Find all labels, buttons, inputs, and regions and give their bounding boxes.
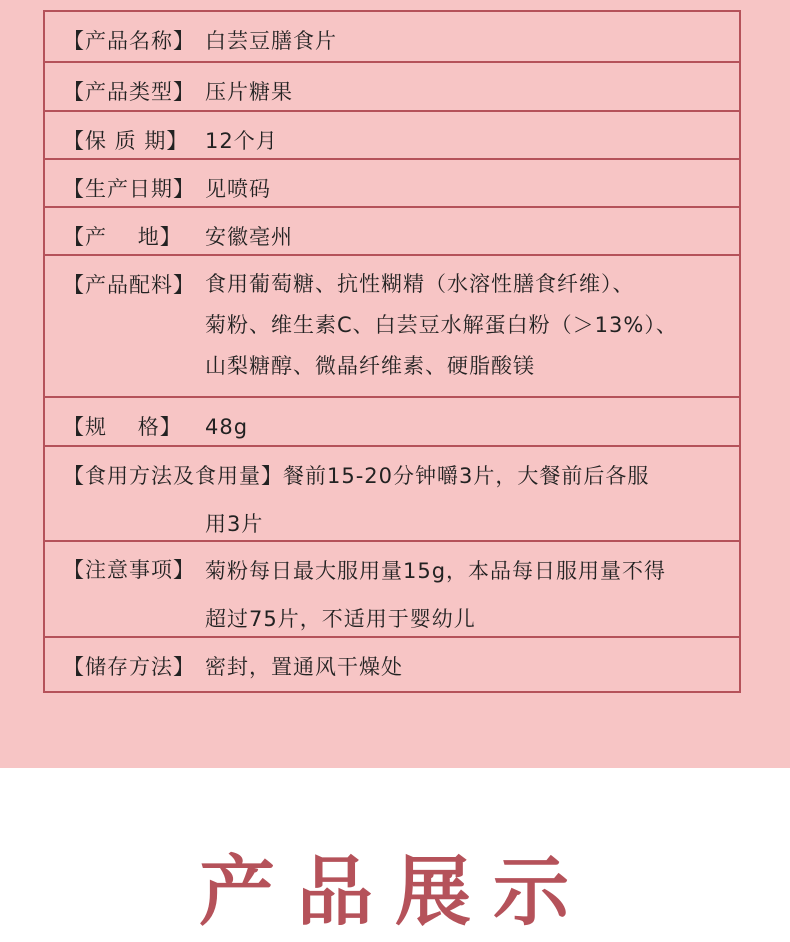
spec-row-production-date [45,160,739,208]
spec-row-origin [45,208,739,256]
spec-value: 压片糖果 [205,80,293,104]
product-spec-table [43,10,741,693]
usage-line: 用3片 [205,512,264,536]
usage-text [63,452,649,548]
spec-row-size [45,398,739,447]
ingredients-line: 食用葡萄糖、抗性糊精（水溶性膳食纤维）、 [205,272,635,296]
spec-row-product-type [45,63,739,112]
ingredients-line: 山梨糖醇、微晶纤维素、硬脂酸镁 [205,354,535,378]
spec-label: 【规 格】 [63,415,182,439]
spec-row-usage [45,447,739,542]
spec-label: 【注意事项】 [63,558,195,582]
spec-value: 48g [205,415,249,439]
spec-value: 白芸豆膳食片 [205,29,337,53]
spec-value: 密封，置通风干燥处 [205,655,403,679]
spec-row-ingredients [45,256,739,398]
ingredients-line: 菊粉、维生素C、白芸豆水解蛋白粉（＞13%）、 [205,313,678,337]
spec-label: 【产品类型】 [63,80,195,104]
spec-label: 【储存方法】 [63,655,195,679]
spec-value [205,264,678,387]
spec-row-shelf-life [45,112,739,160]
spec-label: 【食用方法及食用量】 [63,464,283,488]
usage-line: 餐前15-20分钟嚼3片，大餐前后各服 [283,464,650,488]
section-title: 产品展示 [199,847,591,936]
notes-line: 菊粉每日最大服用量15g，本品每日服用量不得 [205,559,667,583]
spec-value: 12个月 [205,129,278,153]
spec-value: 安徽亳州 [205,225,293,249]
spec-value [205,547,666,643]
notes-line: 超过75片，不适用于婴幼儿 [205,607,476,631]
spec-label: 【产 地】 [63,225,182,249]
spec-row-product-name [45,12,739,63]
spec-label: 【保 质 期】 [63,129,189,153]
spec-label: 【产品配料】 [63,273,195,297]
spec-value: 见喷码 [205,177,271,201]
spec-label: 【生产日期】 [63,177,195,201]
spec-row-notes [45,542,739,638]
spec-label: 【产品名称】 [63,29,195,53]
spec-row-storage [45,638,739,691]
